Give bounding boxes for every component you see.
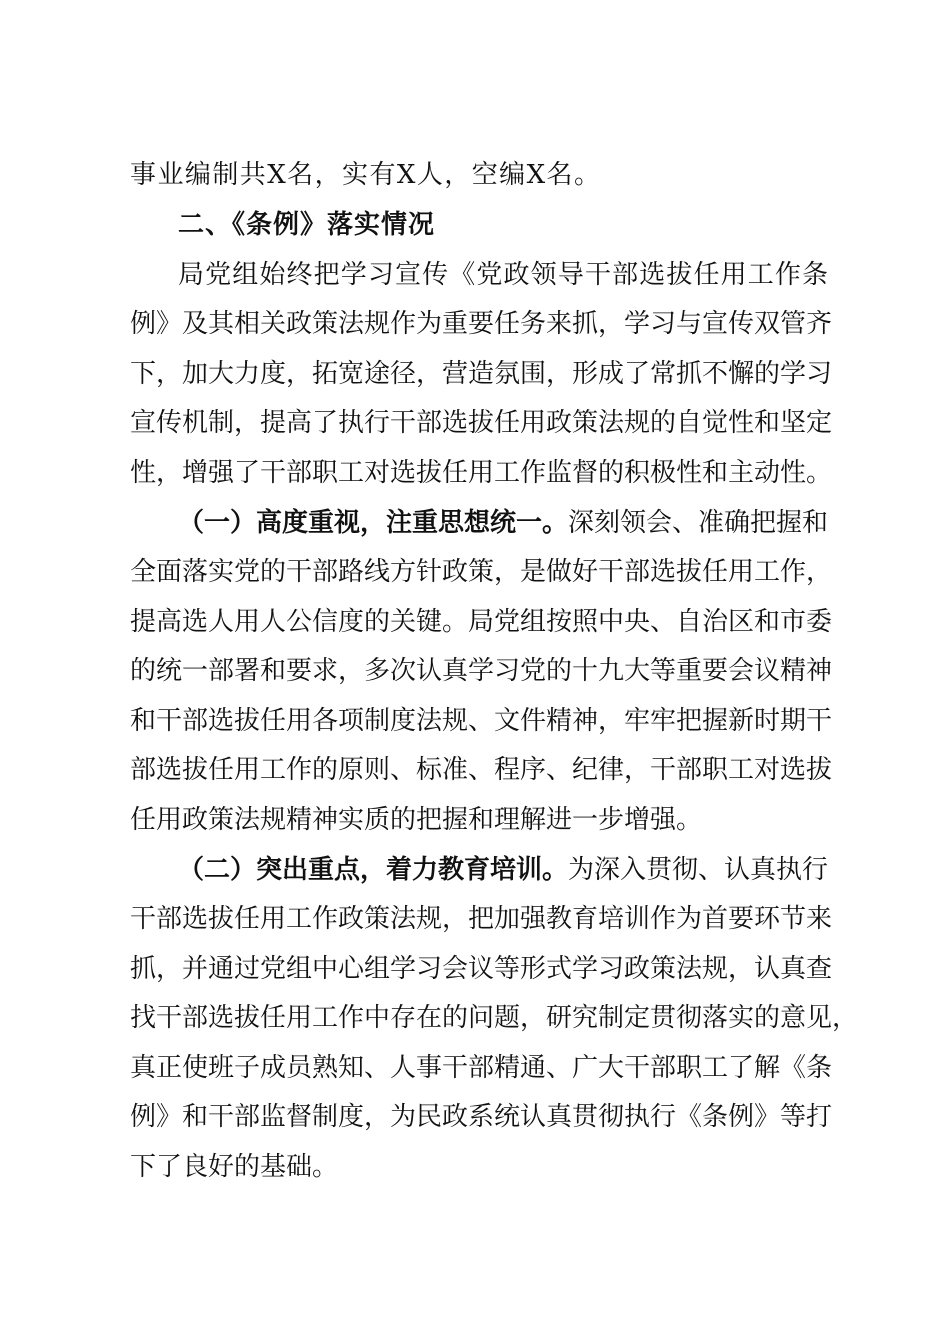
- paragraph-line: （二）突出重点，着力教育培训。 为深入贯彻、认真执行: [0, 848, 950, 892]
- paragraph-line: 部选拔任用工作的原则、标准、程序、纪律，干部职工对选拔: [130, 755, 833, 785]
- paragraph-line: 和干部选拔任用各项制度法规、文件精神，牢牢把握新时期干: [130, 706, 833, 736]
- paragraph-line: 提高选人用人公信度的关键。局党组按照中央、自治区和市委: [130, 607, 833, 637]
- paragraph-line: 抓，并通过党组中心组学习会议等形式学习政策法规，认真查: [130, 954, 833, 984]
- section-heading: 二、《条例》落实情况: [178, 210, 434, 240]
- paragraph-line: 真正使班子成员熟知、人事干部精通、广大干部职工了解《条: [130, 1053, 833, 1083]
- paragraph-line: 的统一部署和要求，多次认真学习党的十九大等重要会议精神: [130, 656, 833, 686]
- paragraph-line: （一）高度重视，注重思想统一。 深刻领会、准确把握和: [0, 501, 950, 545]
- paragraph-line: 局党组始终把学习宣传《党政领导干部选拔任用工作条: [178, 260, 828, 290]
- paragraph-line: 下，加大力度，拓宽途径，营造氛围，形成了常抓不懈的学习: [130, 359, 833, 389]
- paragraph-line: 任用政策法规精神实质的把握和理解进一步增强。: [130, 805, 703, 835]
- paragraph-line: 例》和干部监督制度，为民政系统认真贯彻执行《条例》等打: [130, 1102, 833, 1132]
- paragraph-line: 干部选拔任用工作政策法规，把加强教育培训作为首要环节来: [130, 904, 833, 934]
- paragraph-line: 例》及其相关政策法规作为重要任务来抓，学习与宣传双管齐: [130, 309, 833, 339]
- paragraph-line: 事业编制共X名，实有X人，空编X名。: [130, 160, 600, 190]
- paragraph-line: 找干部选拔任用工作中存在的问题，研究制定贯彻落实的意见，: [130, 1003, 859, 1033]
- paragraph-line: 下了良好的基础。: [130, 1152, 339, 1182]
- paragraph-line: 宣传机制，提高了执行干部选拔任用政策法规的自觉性和坚定: [130, 408, 833, 438]
- paragraph-line: 全面落实党的干部路线方针政策，是做好干部选拔任用工作，: [130, 557, 833, 587]
- subsection-title: （一）高度重视，注重思想统一。: [178, 508, 569, 538]
- paragraph-line: 性，增强了干部职工对选拔任用工作监督的积极性和主动性。: [130, 458, 833, 488]
- subsection-title: （二）突出重点，着力教育培训。: [178, 855, 569, 885]
